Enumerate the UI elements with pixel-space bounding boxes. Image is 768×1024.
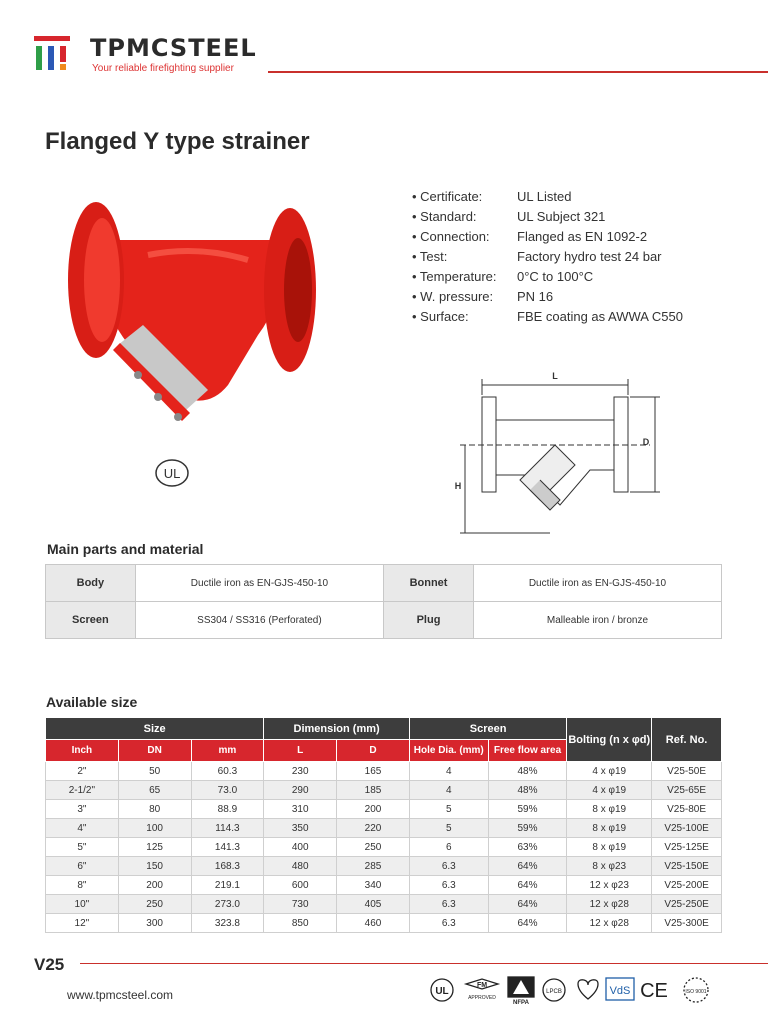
table-cell: 5 [409,800,488,819]
table-cell: Bonnet [384,565,474,602]
tpmcsteel-logo-icon [34,36,74,72]
brand-tagline: Your reliable firefighting supplier [92,63,234,74]
spec-value: PN 16 [517,289,554,304]
table-cell: 48% [488,762,567,781]
spec-value: FBE coating as AWWA C550 [517,309,683,324]
approval-heart-logo-icon [578,980,598,999]
table-cell: 4 [409,781,488,800]
parts-section-title: Main parts and material [47,541,204,557]
header-dimension: Dimension (mm) [264,718,410,740]
page-title: Flanged Y type strainer [45,128,310,155]
spec-label: • W. pressure: [412,289,494,304]
footer-divider [80,963,768,964]
table-row [46,857,722,876]
table-cell: 290 [264,781,337,800]
ul-logo-icon [431,979,453,1001]
ul-listed-mark-icon [154,458,190,488]
table-row [46,819,722,838]
table-cell: 250 [337,838,410,857]
drawing-label-d: D [642,437,650,447]
ce-mark-icon [640,980,668,1002]
table-cell: Ductile iron as EN-GJS-450-10 [473,565,721,602]
header-ref-no: Ref. No. [652,718,722,762]
spec-row-surface [412,307,742,327]
table-cell: 6.3 [409,857,488,876]
table-cell: 480 [264,857,337,876]
spec-row-test [412,247,742,267]
table-cell: 8 x φ19 [567,838,652,857]
table-cell: 10" [46,895,119,914]
table-cell: 73.0 [191,781,264,800]
subheader-inch: Inch [46,740,119,762]
table-cell: Ductile iron as EN-GJS-450-10 [135,565,383,602]
table-cell: 4 x φ19 [567,762,652,781]
table-cell: 4 [409,762,488,781]
svg-text:FM: FM [476,982,488,989]
table-cell: 323.8 [191,914,264,933]
table-cell: 4" [46,819,119,838]
table-cell: V25-100E [652,819,722,838]
table-cell: 850 [264,914,337,933]
table-cell: 60.3 [191,762,264,781]
subheader-d: D [337,740,410,762]
table-cell: 50 [118,762,191,781]
table-cell: V25-300E [652,914,722,933]
spec-label: • Temperature: [412,269,497,284]
brand-name: TPMCSTEEL [90,34,257,62]
table-cell: 65 [118,781,191,800]
table-cell: 200 [337,800,410,819]
svg-text:LPCB: LPCB [546,989,562,995]
table-cell: 5 [409,819,488,838]
table-cell: 405 [337,895,410,914]
table-cell: 6.3 [409,876,488,895]
table-cell: 12 x φ28 [567,914,652,933]
spec-row-working-pressure [412,287,742,307]
table-cell: 6" [46,857,119,876]
svg-text:VdS: VdS [609,985,631,997]
lpcb-logo-icon [543,979,565,1001]
table-cell: 8" [46,876,119,895]
table-cell: 64% [488,895,567,914]
header-screen: Screen [409,718,566,740]
table-cell: 230 [264,762,337,781]
table-cell: 12 x φ23 [567,876,652,895]
spec-label: • Connection: [412,229,490,244]
strainer-product-image [58,185,333,445]
table-cell: 310 [264,800,337,819]
header-divider [268,71,768,73]
table-cell: 6 [409,838,488,857]
table-cell: Screen [46,602,136,639]
table-cell: 340 [337,876,410,895]
table-cell: 6.3 [409,914,488,933]
vds-logo-icon [606,978,634,1000]
certification-logos [428,975,728,1005]
spec-label: • Test: [412,249,448,264]
spec-value: 0°C to 100°C [517,269,594,284]
fm-approved-logo-icon [466,979,498,1001]
svg-text:ISO 9001: ISO 9001 [685,989,707,995]
spec-row-connection [412,227,742,247]
subheader-dn: DN [118,740,191,762]
table-cell: 150 [118,857,191,876]
table-cell: 141.3 [191,838,264,857]
svg-text:NFPA: NFPA [513,1000,529,1005]
table-cell: 220 [337,819,410,838]
table-cell: 8 x φ19 [567,800,652,819]
table-cell: 273.0 [191,895,264,914]
iso-9001-logo-icon [684,978,708,1002]
table-cell: 8 x φ23 [567,857,652,876]
header-size: Size [46,718,264,740]
svg-text:UL: UL [435,986,449,997]
table-cell: 80 [118,800,191,819]
drawing-label-l: L [552,371,558,381]
table-cell: V25-125E [652,838,722,857]
table-row [46,914,722,933]
table-cell: 5" [46,838,119,857]
sizes-section-title: Available size [46,694,138,710]
spec-row-temperature [412,267,742,287]
table-cell: 2-1/2" [46,781,119,800]
table-cell: V25-150E [652,857,722,876]
table-cell: 59% [488,819,567,838]
table-cell: 300 [118,914,191,933]
drawing-label-h: H [454,481,462,491]
spec-label: • Standard: [412,209,477,224]
subheader-free-flow: Free flow area [488,740,567,762]
table-cell: Plug [384,602,474,639]
table-cell: 285 [337,857,410,876]
table-header-row [46,718,722,740]
table-cell: 64% [488,914,567,933]
table-cell: 460 [337,914,410,933]
sizes-table-body [46,762,722,933]
table-cell: 12 x φ28 [567,895,652,914]
spec-row-certificate [412,187,742,207]
table-cell: 3" [46,800,119,819]
table-cell: SS304 / SS316 (Perforated) [135,602,383,639]
table-cell: 6.3 [409,895,488,914]
table-row [46,781,722,800]
website-link[interactable]: www.tpmcsteel.com [67,988,174,1002]
table-cell: 185 [337,781,410,800]
table-cell: 48% [488,781,567,800]
nfpa-logo-icon [508,977,534,1005]
spec-value: Flanged as EN 1092-2 [517,229,648,244]
table-cell: 400 [264,838,337,857]
table-cell: V25-200E [652,876,722,895]
table-cell: 8 x φ19 [567,819,652,838]
page-code: V25 [34,955,65,974]
table-row [46,876,722,895]
spec-value: UL Subject 321 [517,209,606,224]
table-cell: V25-65E [652,781,722,800]
spec-label: • Surface: [412,309,469,324]
spec-label: • Certificate: [412,189,483,204]
table-cell: 59% [488,800,567,819]
header-bolting: Bolting (n x φd) [567,718,652,762]
table-row [46,565,722,602]
table-cell: 88.9 [191,800,264,819]
table-cell: 100 [118,819,191,838]
table-cell: V25-50E [652,762,722,781]
spec-value: Factory hydro test 24 bar [517,249,662,264]
table-cell: 600 [264,876,337,895]
dimension-drawing [450,365,670,540]
table-cell: 2" [46,762,119,781]
table-cell: 200 [118,876,191,895]
subheader-hole-dia: Hole Dia. (mm) [409,740,488,762]
svg-text:CE: CE [640,980,668,1002]
svg-text:APPROVED: APPROVED [468,995,496,1001]
table-cell: 219.1 [191,876,264,895]
spec-list [412,187,742,327]
table-cell: Malleable iron / bronze [473,602,721,639]
table-row [46,838,722,857]
table-row [46,800,722,819]
table-cell: 165 [337,762,410,781]
table-row [46,602,722,639]
subheader-l: L [264,740,337,762]
table-cell: 350 [264,819,337,838]
subheader-mm: mm [191,740,264,762]
table-cell: 64% [488,876,567,895]
table-cell: 63% [488,838,567,857]
table-cell: V25-250E [652,895,722,914]
table-cell: 250 [118,895,191,914]
spec-row-standard [412,207,742,227]
table-row [46,762,722,781]
svg-text:UL: UL [163,466,181,481]
table-cell: Body [46,565,136,602]
table-cell: 12" [46,914,119,933]
table-row [46,895,722,914]
table-cell: 114.3 [191,819,264,838]
table-cell: 4 x φ19 [567,781,652,800]
table-cell: 730 [264,895,337,914]
sizes-table [45,717,722,933]
table-cell: 125 [118,838,191,857]
table-cell: V25-80E [652,800,722,819]
table-cell: 64% [488,857,567,876]
parts-table [45,564,722,639]
spec-value: UL Listed [517,189,572,204]
table-cell: 168.3 [191,857,264,876]
